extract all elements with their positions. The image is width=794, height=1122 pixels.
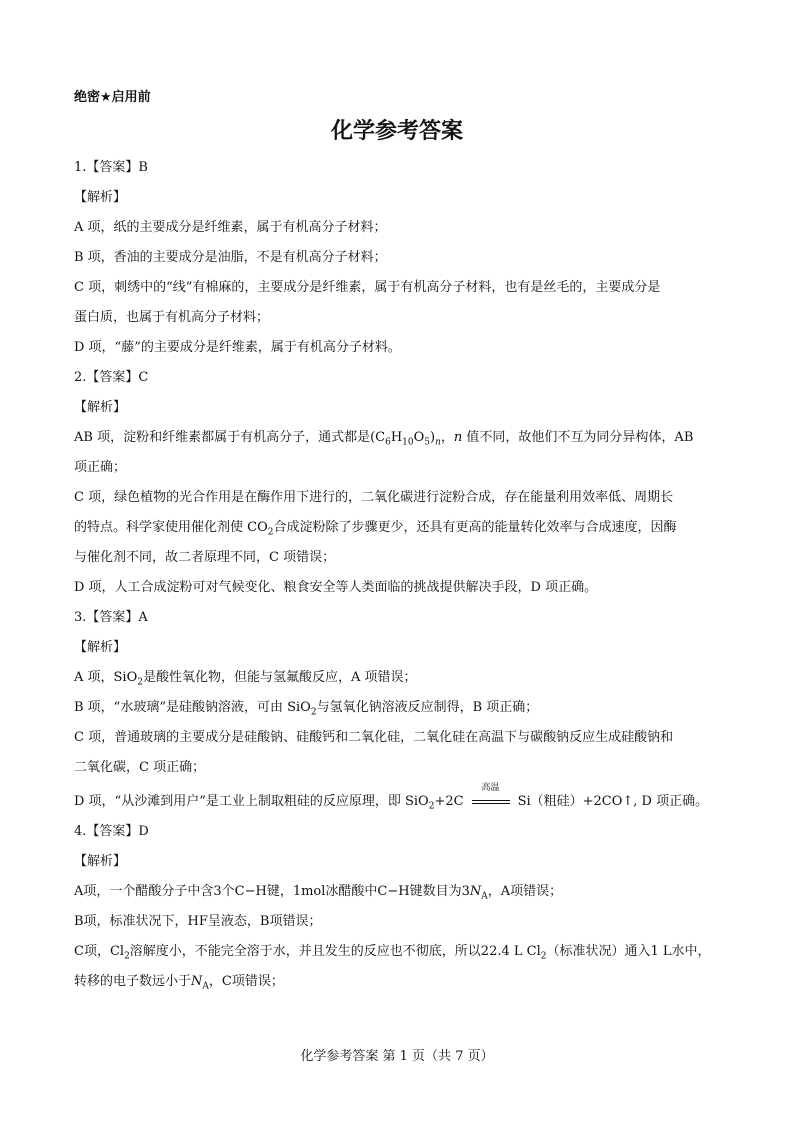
text: Si（粗硅）+2CO↑, D 项正确。 <box>517 794 709 809</box>
q2-answer: 2.【答案】C <box>74 370 149 385</box>
subscript: 5 <box>424 437 431 448</box>
italic-variable: N <box>191 974 203 989</box>
subscript: 10 <box>402 437 414 448</box>
q1-analysis-label: 【解析】 <box>74 190 127 205</box>
q3-option-a <box>74 663 720 693</box>
text: 合成淀粉除了步骤更少，还具有更高的能量转化效率与合成速度，因酶 <box>273 520 677 535</box>
text: +2C <box>434 794 464 809</box>
subscript: A <box>202 981 209 992</box>
q4-option-c-line1 <box>74 937 720 967</box>
text: C项，Cl <box>74 944 125 959</box>
italic-variable: N <box>469 884 482 899</box>
equals-line <box>472 800 510 801</box>
text: H <box>390 430 403 445</box>
text: 转移的电子数远小于 <box>74 974 192 989</box>
subscript: 2 <box>124 951 130 962</box>
q4-option-c-line2 <box>74 967 720 997</box>
text: 是酸性氧化物，但能与氢氟酸反应，A 项错误； <box>142 670 417 685</box>
q3-analysis-label: 【解析】 <box>74 640 127 655</box>
subscript: 2 <box>310 707 317 718</box>
q4-option-b: B项，标准状况下，HF呈液态，B项错误； <box>74 914 322 929</box>
text: ， <box>440 430 454 445</box>
q1-option-b: B 项，香油的主要成分是油脂，不是有机高分子材料； <box>74 250 387 265</box>
page-title: 化学参考答案 <box>330 119 463 144</box>
answer-content <box>74 153 720 997</box>
text: ) <box>430 430 436 445</box>
q2-option-c-line2 <box>74 513 720 543</box>
subscript: 2 <box>267 527 274 538</box>
subscript: 2 <box>428 801 435 812</box>
text: O <box>413 430 425 445</box>
q2-option-c-line1: C 项，绿色植物的光合作用是在酶作用下进行的，二氧化碳进行淀粉合成，存在能量利用效率低、周期长 <box>74 490 674 505</box>
text: ，A项错误； <box>487 884 563 899</box>
text: A项，一个醋酸分子中含3个C−H键，1mol冰醋酸中C−H键数目为3 <box>74 884 470 899</box>
q1-option-c-line2: 蛋白质，也属于有机高分子材料； <box>74 310 270 325</box>
q2-analysis-label: 【解析】 <box>74 400 127 415</box>
q1-option-d: D 项，“藤”的主要成分是纤维素，属于有机高分子材料。 <box>74 340 401 355</box>
confidential-label: 绝密★启用前 <box>74 90 151 105</box>
text: 值不同，故他们不互为同分异构体，AB <box>462 430 694 445</box>
q4-analysis-label: 【解析】 <box>74 854 127 869</box>
italic-variable: n <box>453 430 463 445</box>
equals-line <box>472 803 510 804</box>
q3-option-b <box>74 693 720 723</box>
q4-option-a <box>74 877 720 907</box>
q3-option-d <box>74 782 720 817</box>
q1-option-a: A 项，纸的主要成分是纤维素，属于有机高分子材料； <box>74 220 387 235</box>
q2-option-c-line3: 与催化剂不同，故二者原理不同，C 项错误； <box>74 550 336 565</box>
reaction-equals-sign <box>470 782 512 809</box>
text: AB 项，淀粉和纤维素都属于有机高分子，通式都是(C <box>74 430 386 445</box>
subscript: 6 <box>385 437 391 448</box>
text: A 项，SiO <box>74 670 138 685</box>
q1-option-c-line1: C 项，刺绣中的“线”有棉麻的，主要成分是纤维素，属于有机高分子材料，也有是丝毛的，主要成分是 <box>74 280 661 295</box>
text: 溶解度小，不能完全溶于水，并且发生的反应也不彻底，所以22.4 L Cl <box>129 944 541 959</box>
q4-answer: 4.【答案】D <box>74 824 149 839</box>
text: B 项，“水玻璃”是硅酸钠溶液，可由 SiO <box>74 700 311 715</box>
q3-answer: 3.【答案】A <box>74 610 148 625</box>
text: ，C项错误； <box>208 974 284 989</box>
q2-option-ab-line1 <box>74 423 720 453</box>
subscript: 2 <box>137 677 143 688</box>
q1-answer: 1.【答案】B <box>74 160 148 175</box>
q3-option-c-line2: 二氧化碳，C 项正确； <box>74 760 206 775</box>
reaction-condition: 高温 <box>481 782 500 793</box>
subscript: A <box>481 891 488 902</box>
text: D 项，“从沙滩到用户”是工业上制取粗硅的反应原理，即 SiO <box>74 794 429 809</box>
text: 的特点。科学家使用催化剂使 CO <box>74 520 268 535</box>
page-footer: 化学参考答案 第 1 页（共 7 页） <box>300 1049 494 1064</box>
q3-option-c-line1: C 项，普通玻璃的主要成分是硅酸钠、硅酸钙和二氧化硅，二氧化硅在高温下与碳酸钠反应生成硅酸钠和 <box>74 730 674 745</box>
text: （标准状况）通入1 L水中， <box>546 944 711 959</box>
q2-option-ab-line2: 项正确； <box>74 460 127 475</box>
subscript: 2 <box>540 951 547 962</box>
q2-option-d: D 项，人工合成淀粉可对气候变化、粮食安全等人类面临的挑战提供解决手段，D 项正确。 <box>74 580 598 595</box>
subscript: n <box>435 437 441 448</box>
text: 与氢氧化钠溶液反应制得，B 项正确； <box>316 700 539 715</box>
